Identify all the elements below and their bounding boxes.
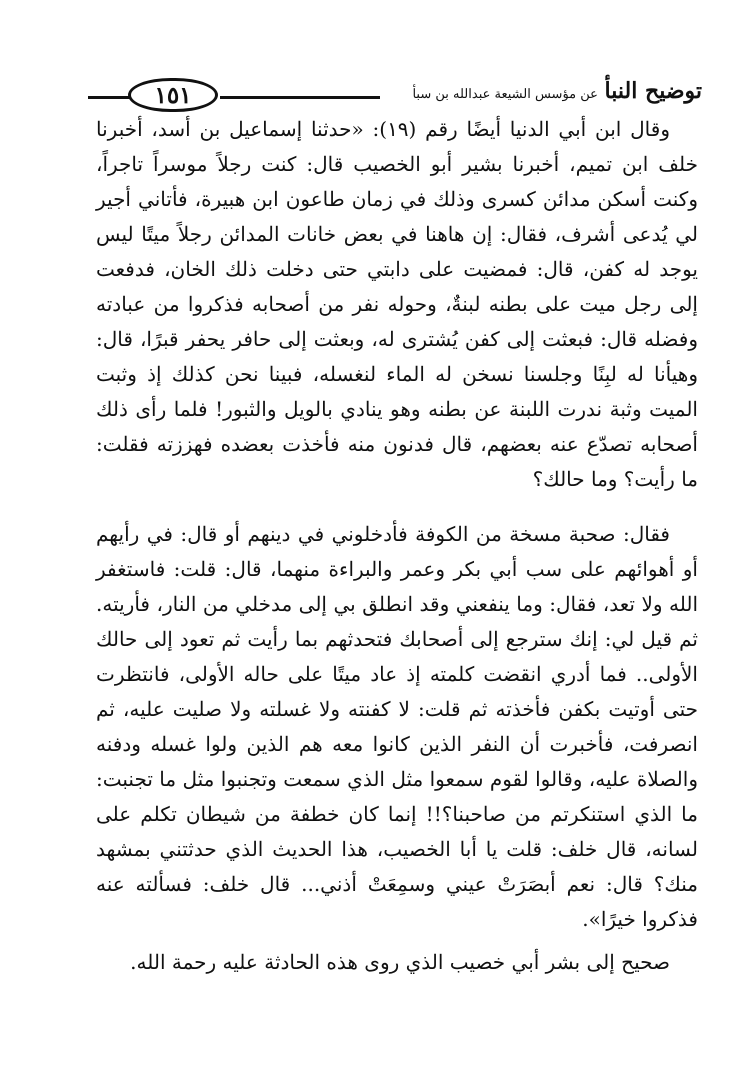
page-header xyxy=(88,70,702,110)
paragraph-response: فقال: صحبة مسخة من الكوفة فأدخلوني في دينهم أو قال: في رأيهم أو أهوائهم على سب أبي بكر وعمر والبراءة منهما، قال: قلت: فاستغفر الله ولا تعد، فقال: وما ينفعني وقد انطلق بي إلى مدخلي من النار، فأريته. ثم قيل لي: إنك سترجع إلى أصحابك فتحدثهم بما رأيت ثم تعود إلى حالك الأولى.. فما أدري انقضت كلمته إذ عاد ميتًا على حاله الأولى، فانتظرت حتى أوتيت بكفن فأخذته ثم قلت: لا كفنته ولا غسلته ولا صليت عليه، ثم انصرفت، فأخبرت أن النفر الذين كانوا معه هم الذين ولوا غسله ودفنه والصلاة عليه، وقالوا لقوم سمعوا مثل الذي سمعت وتجنبوا مثل ما تجنبت: ما الذي استنكرتم من صاحبنا؟!! إنما كان خطفة من شيطان تكلم على لسانه، قال خلف: قلت يا أبا الخصيب، هذا الحديث الذي حدثتني بمشهد منك؟ قال: نعم أبصَرَتْ عيني وسمِعَتْ أذني... قال خلف: فسألته عنه فذكروا خيرًا». xyxy=(96,522,698,931)
page-number: ١٥١ xyxy=(128,78,218,112)
book-title-sub: عن مؤسس الشيعة عبدالله بن سبأ xyxy=(412,87,598,102)
paragraph-narration: وقال ابن أبي الدنيا أيضًا رقم (١٩): «حدثنا إسماعيل بن أسد، أخبرنا خلف ابن تميم، أخبرنا بشير أبو الخصيب قال: كنت رجلاً موسراً تاجراً، وكنت أسكن مدائن كسرى وذلك في زمان طاعون ابن هبيرة، فأتاني أجير لي يُدعى أشرف، فقال: إن هاهنا في بعض خانات المدائن رجلاً ميتًا ليس يوجد له كفن، قال: فمضيت على دابتي حتى دخلت ذلك الخان، فدفعت إلى رجل ميت على بطنه لبنةٌ، وحوله نفر من أصحابه فذكروا من عبادته وفضله قال: فبعثت إلى كفن يُشترى له، وبعثت إلى حافر يحفر قبرًا، قال: وهيأنا له لبِنًا وجلسنا نسخن له الماء لنغسله، فبينا نحن كذلك إذ وثبت الميت وثبة ندرت اللبنة عن بطنه وهو ينادي بالويل والثبور! فلما رأى ذلك أصحابه تصدّع عنه بعضهم، قال فدنون منه فأخذت بعضده فهززته فقلت: ما رأيت؟ وما حالك؟ xyxy=(96,117,698,491)
body-text xyxy=(96,112,698,980)
header-rule-left xyxy=(88,96,130,99)
book-title-main: توضيح النبأ xyxy=(604,78,702,104)
paragraph-verdict: صحيح إلى بشر أبي خصيب الذي روى هذه الحادثة عليه رحمة الله. xyxy=(130,950,670,974)
header-rule-right xyxy=(220,96,380,99)
book-title xyxy=(372,78,702,108)
